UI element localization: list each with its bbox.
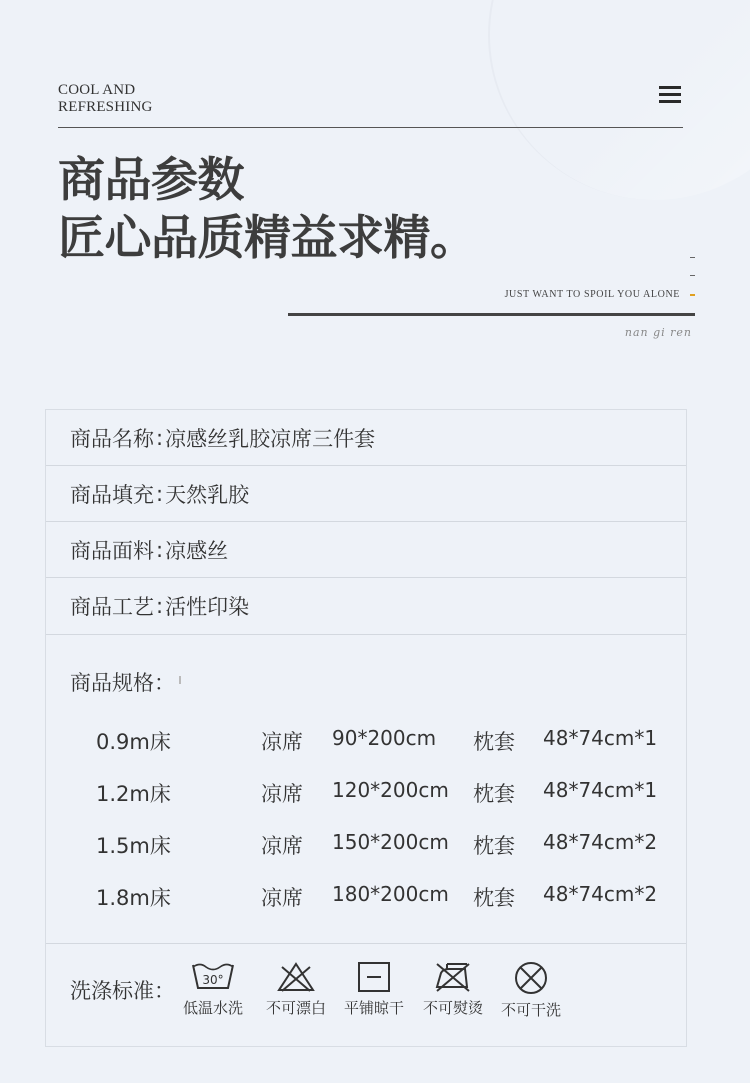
care-caption: 不可熨烫 [422,999,483,1017]
size-row [46,726,686,756]
mat-size: 150*200cm [332,830,449,854]
dry-flat-icon [356,961,392,993]
brand-line-1: COOL AND [58,82,136,98]
spec-separator: : [156,537,164,562]
pillow-label: 枕套 [473,782,515,806]
mat-label: 凉席 [261,886,303,910]
page-title [58,152,477,268]
tagline: JUST WANT TO SPOIL YOU ALONE [504,289,680,300]
spec-row-craft [46,578,686,635]
mat-size: 180*200cm [332,882,449,906]
care-item-wash [174,961,252,1018]
spec-label: 商品工艺 [70,595,154,619]
size-row [46,778,686,808]
care-section [46,943,686,1048]
mat-label: 凉席 [261,730,303,754]
mat-label: 凉席 [261,834,303,858]
size-row [46,882,686,912]
bed-size: 1.5m床 [96,834,171,858]
spec-separator: : [156,425,164,450]
size-spec-title [70,667,181,697]
corner-decoration [488,0,750,200]
pillow-label: 枕套 [473,730,515,754]
spec-row-filling [46,466,686,522]
mat-label: 凉席 [261,782,303,806]
spec-separator: : [156,481,164,506]
care-caption: 不可漂白 [265,999,326,1017]
pillow-size: 48*74cm*1 [543,726,658,750]
wash-temp: 30° [202,973,224,987]
spec-row-name [46,410,686,466]
spec-label: 商品填充 [70,482,154,507]
size-spec-title-text: 商品规格： [70,671,175,695]
no-dry-clean-icon [513,961,549,995]
spec-separator: : [156,594,164,618]
care-label: 洗涤标准： [70,979,175,1003]
title-line-1: 商品参数 [58,153,244,208]
care-caption: 不可干洗 [500,1001,561,1019]
mat-size: 120*200cm [332,778,449,802]
bed-size: 0.9m床 [96,730,171,754]
pillow-size: 48*74cm*2 [543,830,658,854]
spec-value: 活性印染 [165,595,250,619]
no-bleach-icon [276,961,316,993]
spec-label: 商品名称 [70,426,154,451]
header-divider [58,127,683,128]
pillow-label: 枕套 [473,886,515,910]
pillow-size: 48*74cm*2 [543,882,658,906]
care-caption: 平铺晾干 [343,999,404,1017]
bed-size: 1.8m床 [96,886,171,910]
brand-line-2: REFRESHING [58,99,153,115]
hamburger-menu-icon[interactable] [659,86,681,102]
title-line-2: 匠心品质精益求精。 [58,211,477,266]
spec-value: 凉感丝 [165,538,229,563]
wash-30-icon [190,961,236,993]
spec-row-fabric [46,522,686,578]
spec-value: 凉感丝乳胶凉席三件套 [165,426,376,451]
spec-label: 商品面料 [70,538,154,563]
no-iron-icon [433,961,473,993]
pillow-size: 48*74cm*1 [543,778,658,802]
signature: nan gi ren [624,326,692,339]
care-item-dryclean [492,961,570,1020]
care-item-bleach [257,961,335,1018]
spec-table [45,409,687,1047]
care-caption: 低温水洗 [182,999,243,1017]
spec-value: 天然乳胶 [165,482,250,507]
tagline-divider [288,313,695,316]
pillow-label: 枕套 [473,834,515,858]
size-spec-section [46,635,686,944]
care-item-iron [414,961,492,1018]
mat-size: 90*200cm [332,726,437,750]
size-row [46,830,686,860]
bed-size: 1.2m床 [96,782,171,806]
brand-text [58,82,153,116]
care-item-dry [335,961,413,1018]
